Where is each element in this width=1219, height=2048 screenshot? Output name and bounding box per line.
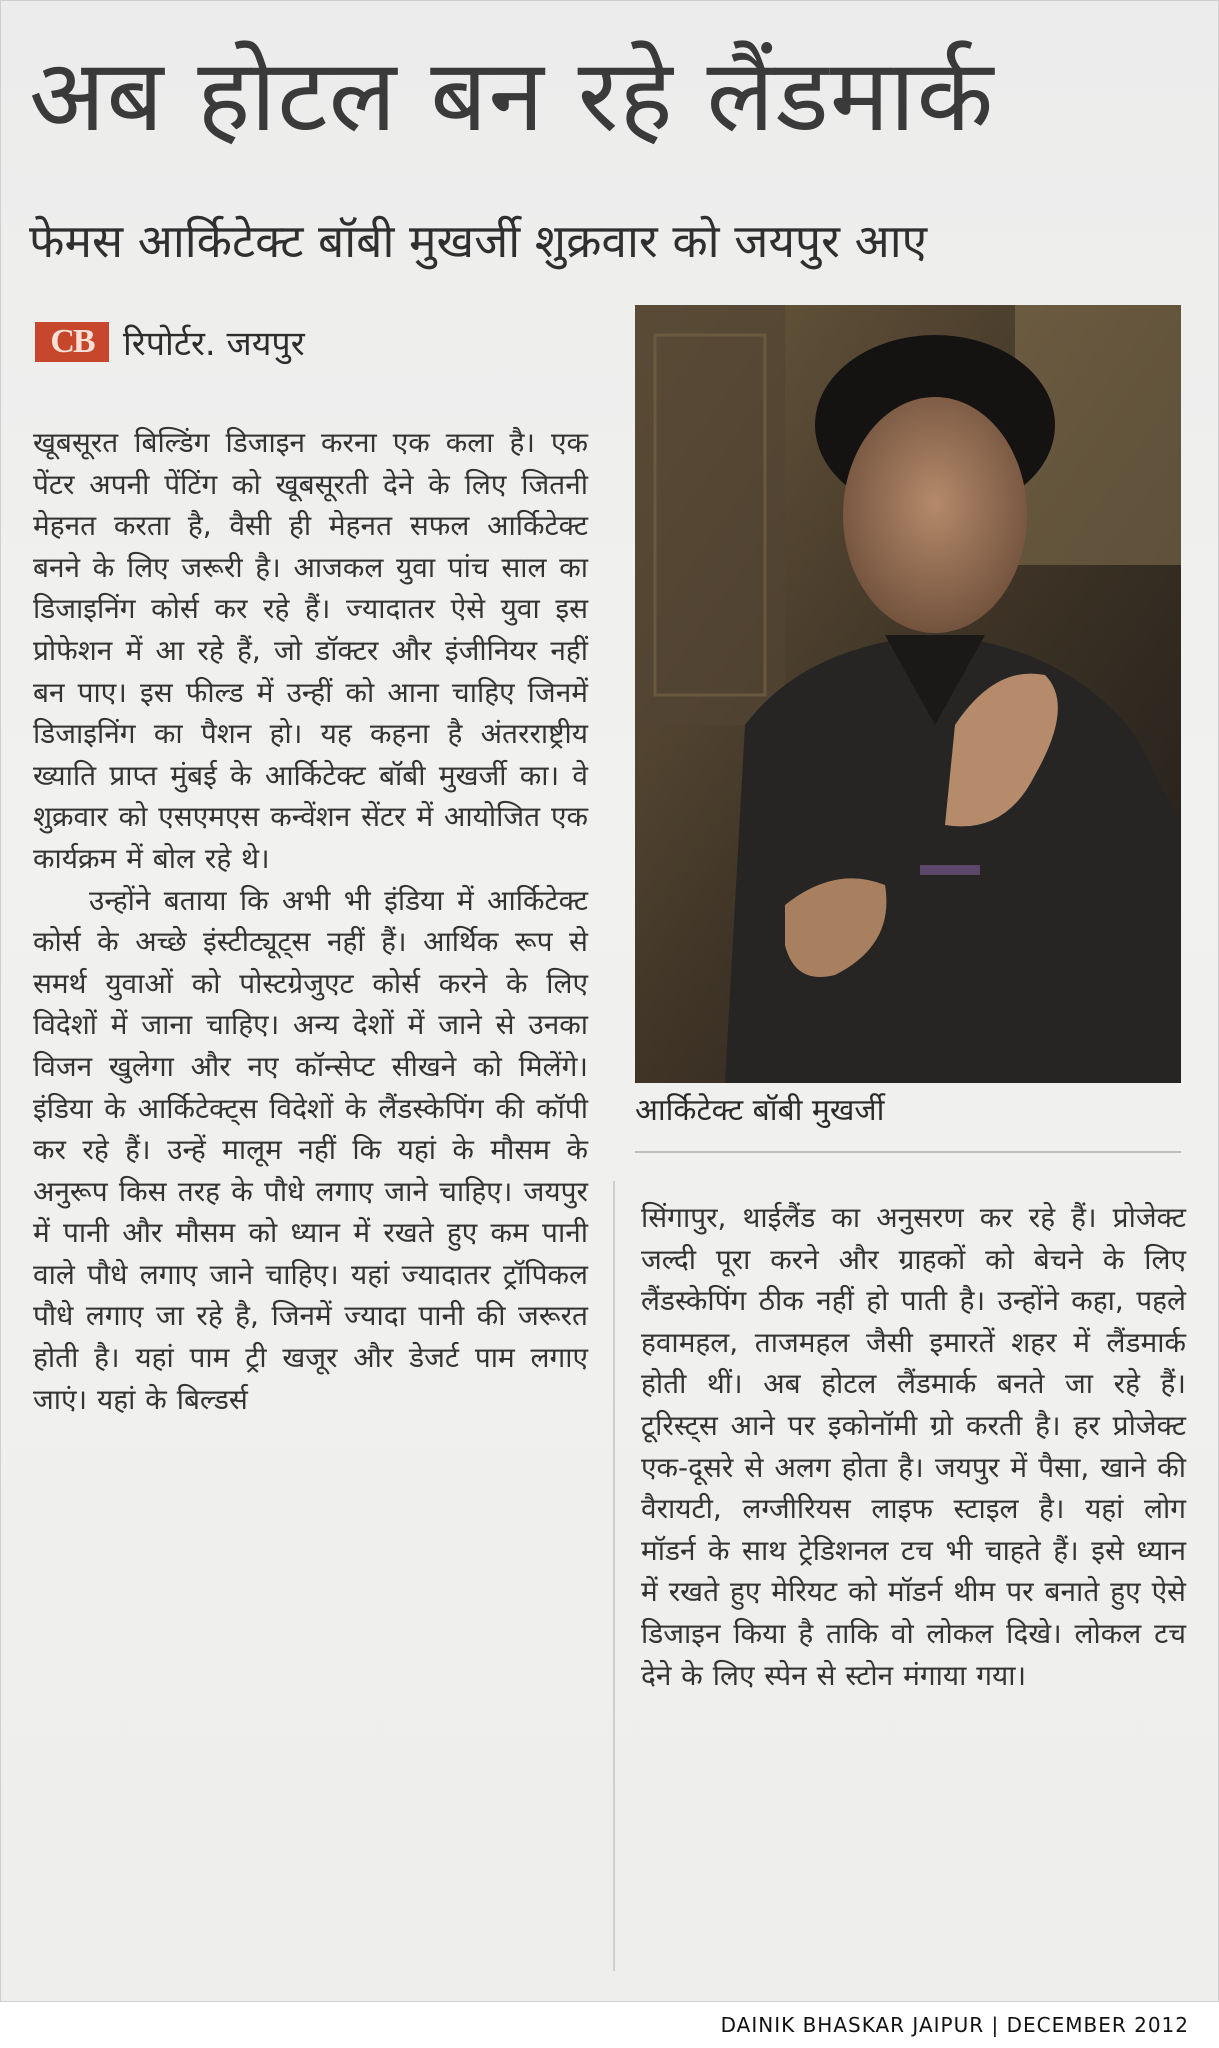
paragraph: खूबसूरत बिल्डिंग डिजाइन करना एक कला है। एक पेंटर अपनी पेंटिंग को खूबसूरती देने के लिए जितनी मेहनत करता है, वैसी ही मेहनत सफल आर्किटेक्ट बनने के लिए जरूरी है। आजकल युवा पांच साल का डिजाइनिंग कोर्स कर रहे हैं। ज्यादातर ऐसे युवा इस प्रोफेशन में आ रहे हैं, जो डॉक्टर और इंजीनियर नहीं बन पाए। इस फील्ड में उन्हीं को आना चाहिए जिनमें डिजाइनिंग का पैशन हो। यह कहना है अंतरराष्ट्रीय ख्याति प्राप्त मुंबई के आर्किटेक्ट बॉबी मुखर्जी का। वे शुक्रवार को एसएमएस कन्वेंशन सेंटर में आयोजित एक कार्यक्रम में बोल रहे थे। [33, 426, 588, 875]
byline-text: रिपोर्टर. जयपुर [123, 324, 305, 364]
source-credit: DAINIK BHASKAR JAIPUR | DECEMBER 2012 [720, 2013, 1189, 2037]
byline [35, 319, 305, 365]
article-column-left [33, 422, 588, 1420]
paragraph: उन्होंने बताया कि अभी भी इंडिया में आर्किटेक्ट कोर्स के अच्छे इंस्टीट्यूट्स नहीं हैं। आर्थिक रूप से समर्थ युवाओं को पोस्टग्रेजुएट कोर्स करने के लिए विदेशों में जाना चाहिए। अन्य देशों में जाने से उनका विजन खुलेगा और नए कॉन्सेप्ट सीखने को मिलेंगे। इंडिया के आर्किटेक्ट्स विदेशों के लैंडस्केपिंग की कॉपी कर रहे हैं। उन्हें मालूम नहीं कि यहां के मौसम के अनुरूप किस तरह के पौधे लगाए जाने चाहिए। जयपुर में पानी और मौसम को ध्यान में रखते हुए कम पानी वाले पौधे लगाए जाने चाहिए। यहां ज्यादातर ट्रॉपिकल पौधे लगाए जा रहे है, जिनमें ज्यादा पानी की जरूरत होती है। यहां पाम ट्री खजूर और डेजर्ट पाम लगाए जाएं। यहां के बिल्डर्स [33, 883, 588, 1416]
paragraph: सिंगापुर, थाईलैंड का अनुसरण कर रहे हैं। प्रोजेक्ट जल्दी पूरा करने और ग्राहकों को बेचने के लिए लैंडस्केपिंग ठीक नहीं हो पाती है। उन्होंने कहा, पहले हवामहल, ताजमहल जैसी इमारतें शहर में लैंडमार्क होती थीं। अब होटल लैंडमार्क बनते जा रहे हैं। टूरिस्ट्स आने पर इकोनॉमी ग्रो करती है। हर प्रोजेक्ट एक-दूसरे से अलग होता है। जयपुर में पैसा, खाने की वैरायटी, लग्जीरियस लाइफ स्टाइल है। यहां लोग मॉडर्न के साथ ट्रेडिशनल टच भी चाहते हैं। इसे ध्यान में रखते हुए मेरियट को मॉडर्न थीम पर बनाते हुए ऐसे डिजाइन किया है ताकि वो लोकल दिखे। लोकल टच देने के लिए स्पेन से स्टोन मंगाया गया। [641, 1201, 1186, 1692]
caption-divider [635, 1151, 1181, 1153]
cb-logo: CB [35, 322, 109, 362]
portrait-photo [635, 305, 1181, 1083]
footer [0, 2002, 1219, 2048]
subheadline: फेमस आर्किटेक्ट बॉबी मुखर्जी शुक्रवार को जयपुर आए [29, 214, 928, 268]
article-column-right [641, 1197, 1186, 1696]
portrait-photo-icon [635, 305, 1181, 1083]
column-divider [613, 1181, 615, 1971]
photo-caption: आर्किटेक्ट बॉबी मुखर्जी [635, 1093, 885, 1128]
headline: अब होटल बन रहे लैंडमार्क [29, 37, 995, 154]
